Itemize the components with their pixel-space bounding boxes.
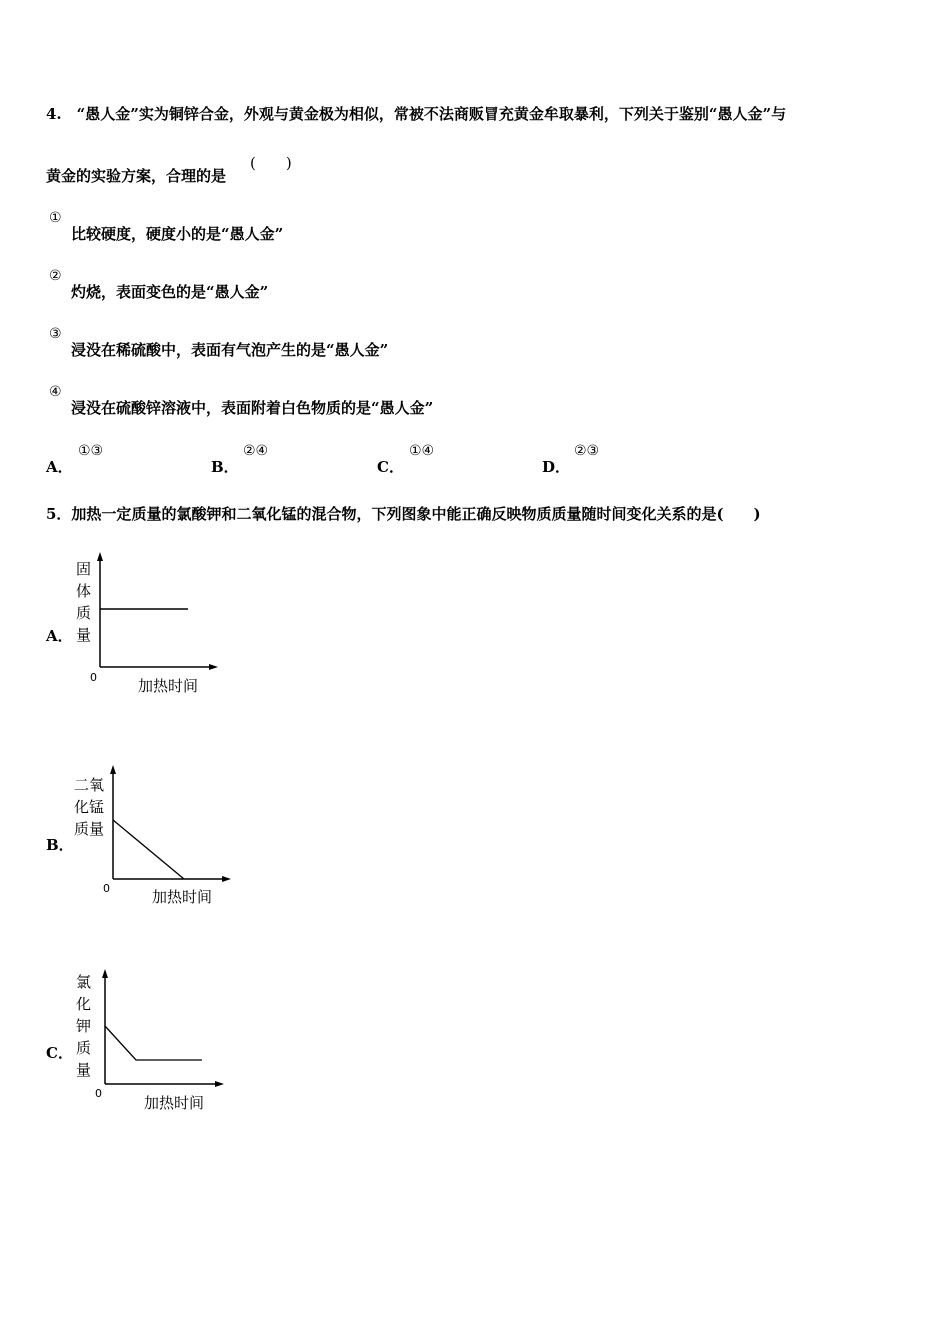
graph-a-x-arrow — [209, 664, 218, 670]
graph-c-ylabel — [76, 973, 91, 1079]
graph-a-y-arrow — [97, 552, 103, 561]
q5-option-c-label: C． — [46, 1044, 73, 1062]
q4-option-c-value[interactable]: ①④ — [409, 443, 435, 459]
q4-item-3-text: 浸没在稀硫酸中，表面有气泡产生的是“愚人金” — [71, 341, 389, 359]
graph-a-origin: 0 — [90, 671, 97, 684]
graph-b-x-arrow — [222, 876, 231, 882]
graph-c-xlabel: 加热时间 — [144, 1094, 205, 1112]
graph-a-xlabel: 加热时间 — [138, 677, 199, 695]
graph-c-ylabel-4: 质 — [76, 1039, 92, 1057]
q5-option-a-label: A． — [46, 627, 73, 645]
q4-item-1-text: 比较硬度，硬度小的是“愚人金” — [71, 225, 284, 243]
graph-b-origin: 0 — [103, 882, 110, 895]
q4-item-4-mark: ④ — [49, 384, 62, 400]
graph-a-ylabel-4: 量 — [76, 626, 92, 644]
graph-a-ylabel-1: 固 — [76, 560, 92, 578]
q4-item-1-mark: ① — [49, 210, 62, 226]
graph-c-y-arrow — [102, 969, 108, 978]
q5-graph-c[interactable] — [70, 965, 240, 1115]
graph-b-ylabel — [74, 776, 104, 838]
q5-graph-b[interactable] — [70, 762, 240, 912]
q4-stem-line1: 4. “愚人金”实为铜锌合金，外观与黄金极为相似，常被不法商贩冒充黄金牟取暴利，下列关于鉴别“愚人金”与 — [46, 105, 787, 123]
graph-c-ylabel-2: 化 — [76, 995, 92, 1013]
graph-b-ylabel-2: 化锰 — [74, 798, 105, 816]
q4-option-d-label: D． — [542, 458, 571, 476]
q4-item-2-mark: ② — [49, 268, 62, 284]
graph-b-data-line — [113, 820, 184, 879]
q4-option-d-value[interactable]: ②③ — [574, 443, 600, 459]
graph-b-ylabel-1: 二氧 — [74, 776, 105, 794]
q5-graph-a[interactable] — [70, 550, 230, 700]
q4-option-a-label: A． — [46, 458, 73, 476]
q4-option-b-label: B． — [211, 458, 239, 476]
graph-c-origin: 0 — [95, 1087, 102, 1100]
graph-c-ylabel-1: 氯 — [76, 973, 92, 991]
q5-option-b-label: B． — [46, 836, 74, 854]
q4-item-3-mark: ③ — [49, 326, 62, 342]
q4-stem-line2: 黄金的实验方案，合理的是 — [46, 167, 227, 185]
q4-item-4-text: 浸没在硫酸锌溶液中，表面附着白色物质的是“愚人金” — [71, 399, 434, 417]
q4-item-2-text: 灼烧，表面变色的是“愚人金” — [71, 283, 269, 301]
graph-c-ylabel-3: 钾 — [76, 1017, 92, 1035]
graph-c-x-arrow — [215, 1081, 224, 1087]
q4-option-a-value[interactable]: ①③ — [78, 443, 104, 459]
graph-b-y-arrow — [110, 765, 116, 774]
graph-b-xlabel: 加热时间 — [152, 888, 213, 906]
q4-option-b-value[interactable]: ②④ — [243, 443, 269, 459]
graph-a-ylabel-3: 质 — [76, 604, 92, 622]
q4-option-c-label: C． — [377, 458, 404, 476]
q5-stem: 5．加热一定质量的氯酸钾和二氧化锰的混合物，下列图象中能正确反映物质质量随时间变化关系的是( ) — [46, 505, 761, 523]
graph-c-ylabel-5: 量 — [76, 1061, 92, 1079]
q4-answer-paren: ( ) — [250, 154, 292, 172]
graph-c-data-line — [105, 1026, 202, 1060]
graph-a-ylabel — [76, 560, 91, 644]
graph-b-ylabel-3: 质量 — [74, 820, 105, 838]
graph-a-ylabel-2: 体 — [76, 582, 92, 600]
